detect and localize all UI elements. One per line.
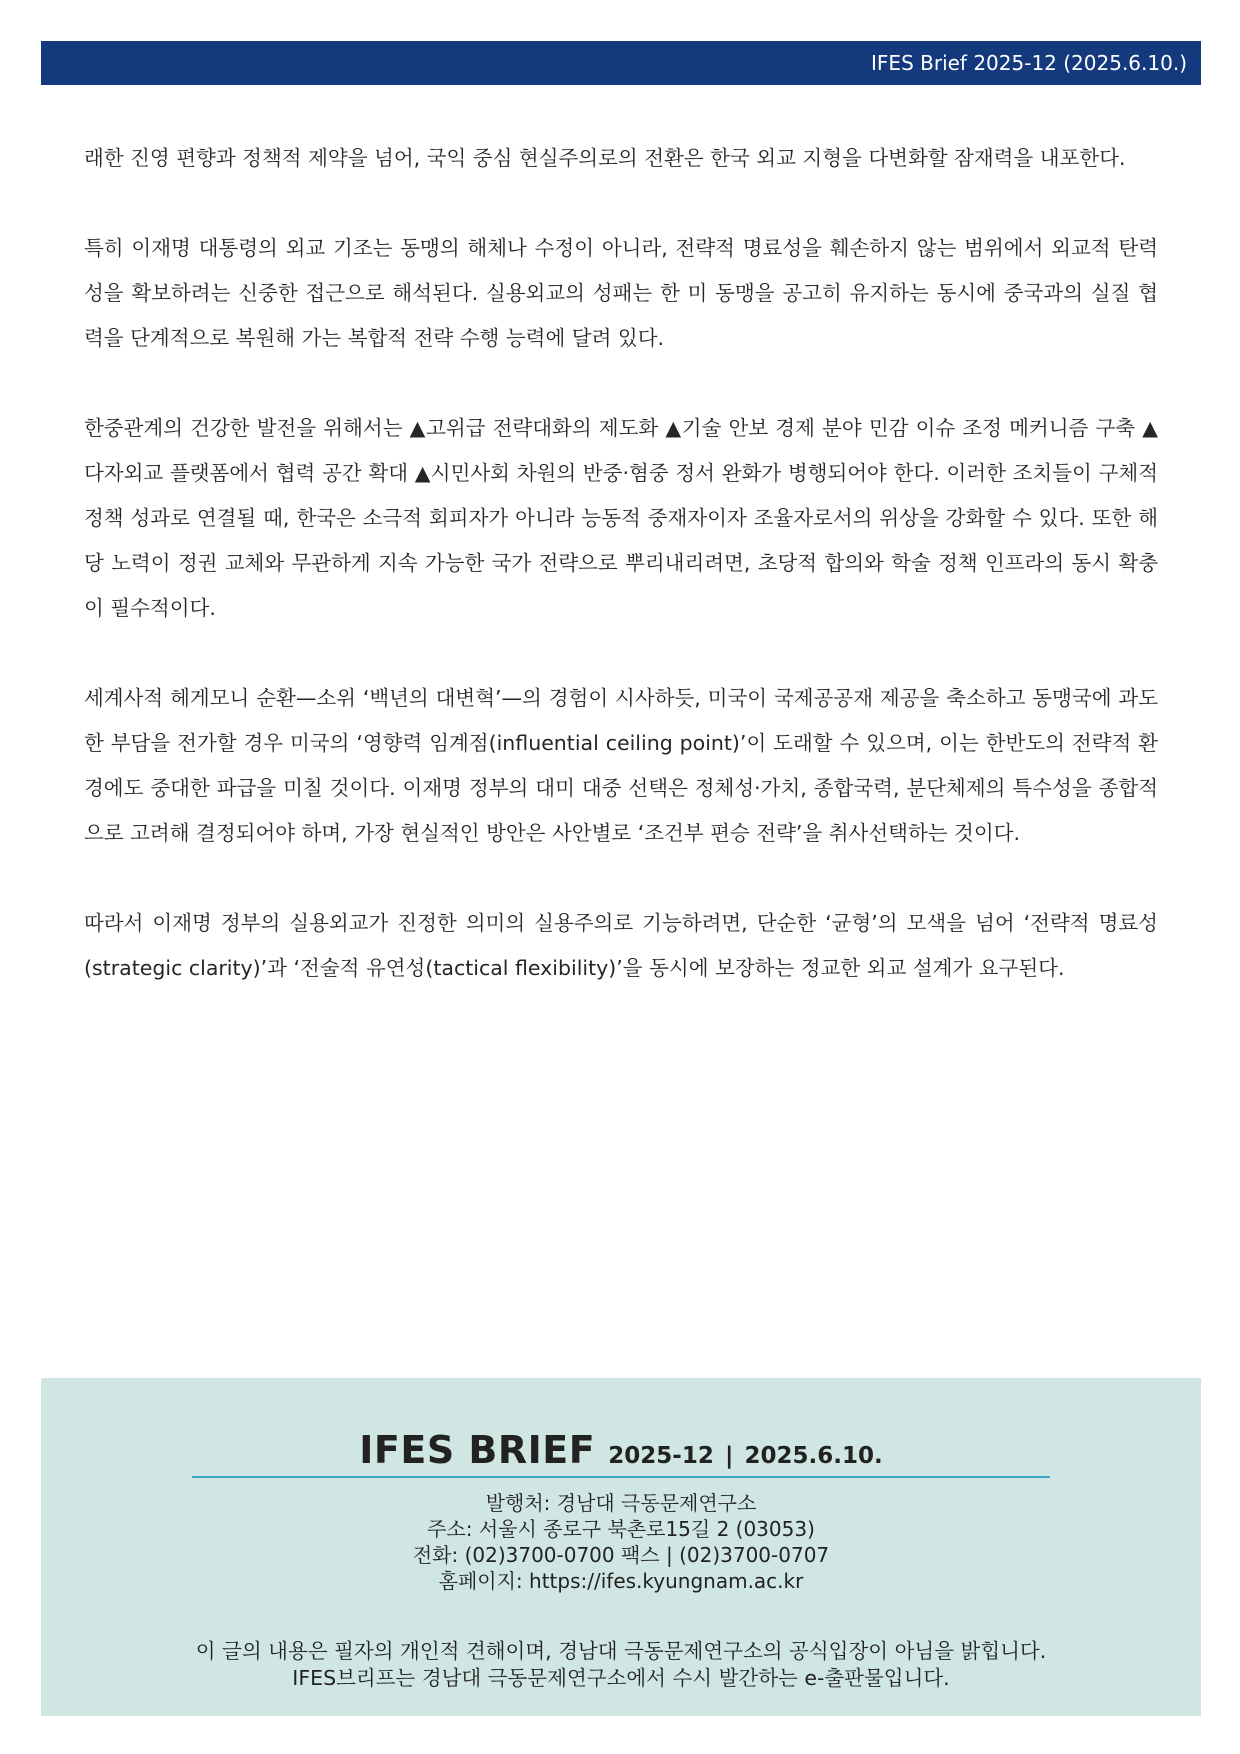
paragraph: 따라서 이재명 정부의 실용외교가 진정한 의미의 실용주의로 기능하려면, 단순한 ‘균형’의 모색을 넘어 ‘전략적 명료성(strategic clarity)’과 ‘전술적 유연성(tactical flexibility)’을 동시에 보장하는 정교한 외교 설계가 요구된다. [84, 911, 1158, 980]
footer-separator: | [724, 1443, 734, 1469]
footer-title [41, 1428, 1201, 1472]
footer-box [41, 1378, 1201, 1716]
footer-date: 2025.6.10. [744, 1443, 883, 1469]
footer-divider [192, 1476, 1050, 1478]
paragraph: 세계사적 헤게모니 순환—소위 ‘백년의 대변혁’—의 경험이 시사하듯, 미국이 국제공공재 제공을 축소하고 동맹국에 과도한 부담을 전가할 경우 미국의 ‘영향력 임계점(influential ceiling point)’이 도래할 수 있으며, 이는 한반도의 전략적 환경에도 중대한 파급을 미칠 것이다. 이재명 정부의 대미 대중 선택은 정체성·가치, 종합국력, 분단체제의 특수성을 종합적으로 고려해 결정되어야 하며, 가장 현실적인 방안은 사안별로 ‘조건부 편승 전략’을 취사선택하는 것이다. [84, 686, 1158, 845]
footer-phone: 전화: (02)3700-0700 팩스 | (02)3700-0707 [412, 1543, 830, 1567]
paragraph: 한중관계의 건강한 발전을 위해서는 ▲고위급 전략대화의 제도화 ▲기술 안보 경제 분야 민감 이슈 조정 메커니즘 구축 ▲다자외교 플랫폼에서 협력 공간 확대 ▲시민사회 차원의 반중·혐중 정서 완화가 병행되어야 한다. 이러한 조치들이 구체적 정책 성과로 연결될 때, 한국은 소극적 회피자가 아니라 능동적 중재자이자 조율자로서의 위상을 강화할 수 있다. 또한 해당 노력이 정권 교체와 무관하게 지속 가능한 국가 전략으로 뿌리내리려면, 초당적 합의와 학술 정책 인프라의 동시 확충이 필수적이다. [84, 416, 1158, 620]
footer-disclaimer: 이 글의 내용은 필자의 개인적 견해이며, 경남대 극동문제연구소의 공식입장이 아님을 밝힙니다. [195, 1639, 1047, 1663]
footer-contact-info [41, 1490, 1201, 1594]
footer-issue: 2025-12 [608, 1443, 714, 1469]
header-label: IFES Brief 2025-12 (2025.6.10.) [871, 51, 1187, 75]
header-bar [41, 41, 1201, 85]
footer-publisher: 발행처: 경남대 극동문제연구소 [485, 1491, 757, 1515]
footer-notes [41, 1638, 1201, 1692]
footer-homepage[interactable]: 홈페이지: https://ifes.kyungnam.ac.kr [438, 1569, 804, 1593]
footer-address: 주소: 서울시 종로구 북촌로15길 2 (03053) [427, 1517, 815, 1541]
paragraph: 래한 진영 편향과 정책적 제약을 넘어, 국익 중심 현실주의로의 전환은 한국 외교 지형을 다변화할 잠재력을 내포한다. [84, 146, 1126, 170]
article-body [84, 136, 1158, 1036]
paragraph: 특히 이재명 대통령의 외교 기조는 동맹의 해체나 수정이 아니라, 전략적 명료성을 훼손하지 않는 범위에서 외교적 탄력성을 확보하려는 신중한 접근으로 해석된다. 실용외교의 성패는 한 미 동맹을 공고히 유지하는 동시에 중국과의 실질 협력을 단계적으로 복원해 가는 복합적 전략 수행 능력에 달려 있다. [84, 236, 1158, 350]
footer-brand: IFES BRIEF [359, 1428, 596, 1472]
footer-publication-note: IFES브리프는 경남대 극동문제연구소에서 수시 발간하는 e-출판물입니다. [292, 1666, 950, 1690]
